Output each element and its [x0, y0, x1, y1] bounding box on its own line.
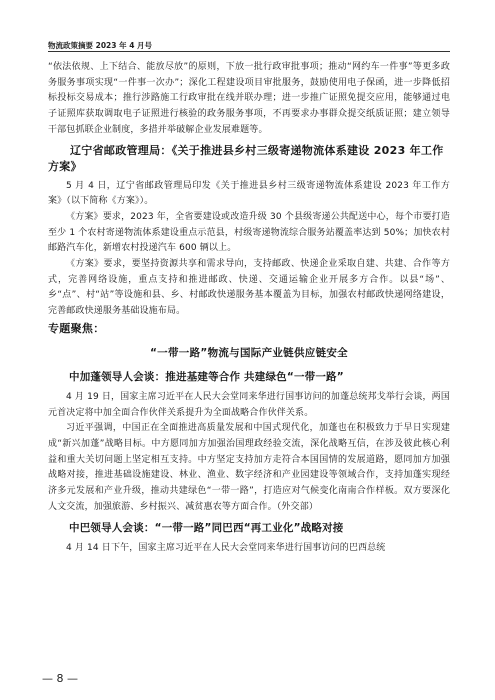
article1-paragraph: 《方案》要求，要坚持资源共享和需求导向，支持邮政、快递企业采取自建、共建、合作等方式，完善网络设施，重点支持和推进邮政、快递、交通运输企业开展多方合作。以县“场”、乡“点”、村“站”等设施和县、乡、村邮政快递服务基本覆盖为目标，加强农村邮政快递网络建设，完善邮政快递服务基础设施布局。 — [48, 259, 450, 317]
article3-title: 中巴领导人会谈：“一带一路”同巴西“再工业化”战略对接 — [69, 522, 344, 535]
special-topic-title: “一带一路”物流与国际产业链供应链安全 — [149, 346, 348, 359]
article3-paragraph: 4 月 14 日下午，国家主席习近平在人民大会堂同来华进行国事访问的巴西总统 — [66, 543, 386, 554]
article1-paragraph: 《方案》要求，2023 年，全省要建设或改造升级 30 个县级寄递公共配送中心，每个市要打造至少 1 个农村寄递物流体系建设重点示范县，村级寄递物流综合服务站覆盖率达到 50%；加快农村邮路汽车化，新增农村投递汽车 600 辆以上。 — [48, 211, 450, 254]
intro-paragraph: “依法依规、上下结合、能放尽放”的原则，下放一批行政审批事项；推动“网约车一件事”等更多政务服务事项实现“一件事一次办”；深化工程建设项目审批服务，鼓励使用电子保函，进一步降低招标投标交易成本；推行涉路施工行政审批在线并联办理；进一步推广证照免提交应用，能够通过电子证照库获取调取电子证照进行核验的政务服务事项，不再要求办事群众提交纸质证照；建立领导干部包抓联企业制度，多措并举破解企业发展难题等。 — [48, 62, 450, 135]
article2-paragraph: 习近平强调，中国正在全面推进高质量发展和中国式现代化，加蓬也在积极致力于早日实现建成“新兴加蓬”战略目标。中方愿同加方加强治国理政经验交流，深化战略互信，在涉及彼此核心利益和重大关切问题上坚定相互支持。中方坚定支持加方走符合本国国情的发展道路，愿同加方加强战略对接，推进基础设施建设、林业、渔业、数字经济和产业园建设等领域合作，支持加蓬实现经济多元发展和产业升级，推动共建绿色“一带一路”，打造应对气候变化南南合作样板。双方要深化人文交流，加强旅游、乡村振兴、减贫惠农等方面合作。（外交部） — [48, 423, 450, 512]
page-content — [48, 60, 450, 557]
article2-title: 中加蓬领导人会谈：推进基建等合作 共建绿色“一带一路” — [69, 370, 344, 383]
running-header: 物流政策摘要 2023 年 4 月号 — [48, 41, 153, 50]
article1-title: 辽宁省邮政管理局：《关于推进县乡村三级寄递物流体系建设 2023 年工作方案》 — [48, 143, 444, 173]
header-rule — [48, 51, 450, 52]
special-section-label: 专题聚焦： — [48, 321, 105, 335]
article1-paragraph: 5 月 4 日，辽宁省邮政管理局印发《关于推进县乡村三级寄递物流体系建设 2023 年工作方案》（以下简称《方案》）。 — [48, 180, 450, 207]
page-number: — 8 — — [42, 672, 78, 685]
article2-paragraph: 4 月 19 日，国家主席习近平在人民大会堂同来华进行国事访问的加蓬总统邦戈举行会谈，两国元首决定将中加全面合作伙伴关系提升为全面战略合作伙伴关系。 — [48, 391, 450, 418]
